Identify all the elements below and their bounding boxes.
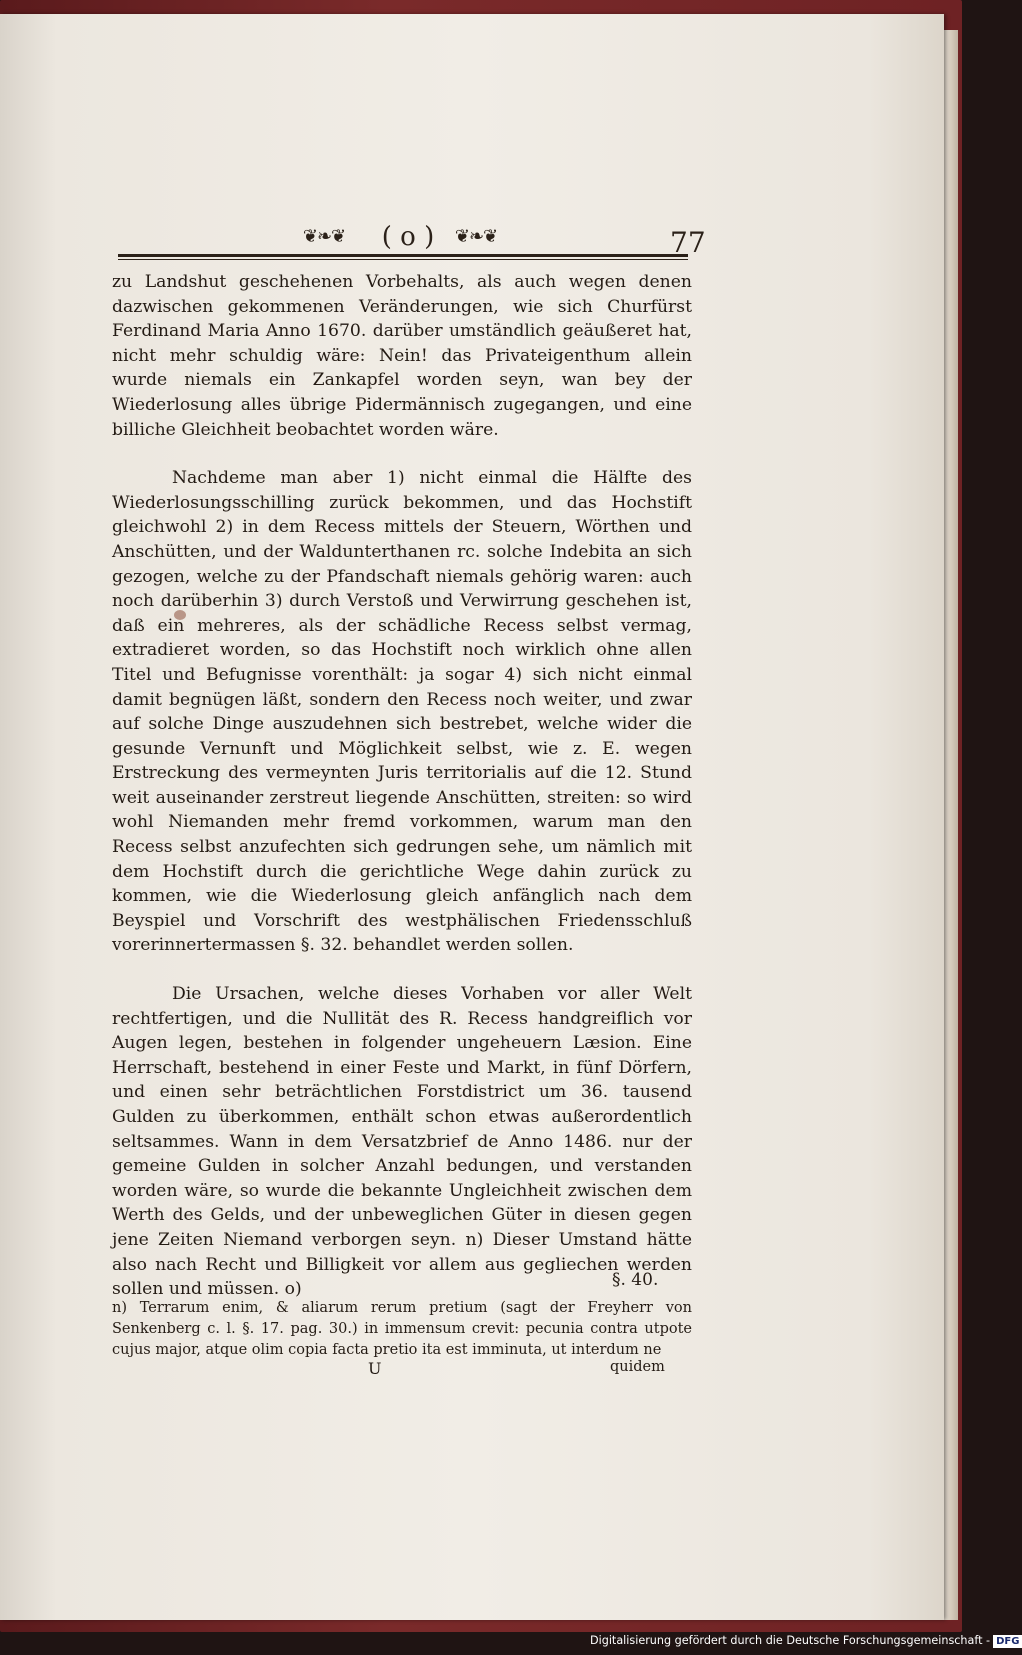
dfg-logo: DFG: [993, 1635, 1022, 1648]
ornament-right: ❦❧❦: [454, 226, 498, 247]
ornament-left: ❦❧❦: [302, 226, 346, 247]
credit-text: Digitalisierung gefördert durch die Deutsche Forschungsgemeinschaft -: [590, 1634, 991, 1647]
paragraph: Nachdeme man aber 1) nicht einmal die Hälfte des Wiederlosungsschilling zurück bekommen, und das Hochstift gleichwohl 2) in dem Recess mittels der Steuern, Wörthen und Anschütten, und der Waldunterthanen rc. solche Indebita an sich gezogen, welche zu der Pfandschaft niemals gehörig waren: auch noch darüberhin 3) durch Verstoß und Verwirrung geschehen ist, daß ein mehreres, als der schädliche Recess selbst vermag, extradieret worden, so das Hochstift noch wirklich ohne allen Titel und Befugnisse vorenthält: ja sogar 4) sich nicht einmal damit begnügen läßt, sondern den Recess noch weiter, und zwar auf solche Dinge auszudehnen sich bestrebet, welche wider die gesunde Vernunft und Möglichkeit selbst, wie z. E. wegen Erstreckung des vermeynten Juris territorialis auf die 12. Stund weit auseinander zerstreut liegende Anschütten, streiten: so wird wohl Niemanden mehr fremd vorkommen, warum man den Recess selbst anzufechten sich gedrungen sehe, um nämlich mit dem Hochstift durch die gerichtliche Wege dahin zurück zu kommen, wie die Wiederlosung gleich anfänglich nach dem Beyspiel und Vorschrift des westphälischen Friedensschluß vorerinnertermassen §. 32. behandlet werden sollen.: [112, 468, 692, 956]
section-mark: §. 40.: [612, 1270, 659, 1290]
header-rule-thin: [118, 259, 688, 260]
paragraph: zu Landshut geschehenen Vorbehalts, als auch wegen denen dazwischen gekommenen Veränderungen, wie sich Churfürst Ferdinand Maria Anno 1670. darüber umständlich geäußeret hat, nicht mehr schuldig wäre: Nein! das Privateigenthum allein wurde niemals ein Zankapfel worden seyn, wan bey der Wiederlosung alles übrige Pidermännisch zugegangen, und eine billiche Gleichheit beobachtet worden wäre.: [112, 272, 692, 440]
page-number: 77: [670, 226, 706, 259]
page-header: [118, 224, 698, 264]
header-rule: [118, 254, 688, 257]
digitization-credit: [590, 1634, 1020, 1648]
running-head: ( o ): [381, 222, 435, 252]
catchword: quidem: [610, 1359, 665, 1375]
paragraph: Die Ursachen, welche dieses Vorhaben vor aller Welt rechtfertigen, und die Nullität des R. Recess handgreiflich vor Augen legen, bestehen in folgender ungeheuern Læsion. Eine Herrschaft, bestehend in einer Feste und Markt, in fünf Dörfern, und einen sehr beträchtlichen Forstdistrict um 36. tausend Gulden zu überkommen, enthält schon etwas außerordentlich seltsammes. Wann in dem Versatzbrief de Anno 1486. nur der gemeine Gulden in solcher Anzahl bedungen, und verstanden worden wäre, so wurde die bekannte Ungleichheit zwischen dem Werth des Gelds, und der unbeweglichen Güter in diesen gegen jene Zeiten Niemand verborgen seyn. n) Dieser Umstand hätte also nach Recht und Billigkeit vor allem aus gegliechen werden sollen und müssen. o): [112, 984, 692, 1300]
body-text: [112, 270, 692, 1302]
footnote: n) Terrarum enim, & aliarum rerum pretium (sagt der Freyherr von Senkenberg c. l. §. 17. pag. 30.) in immensum crevit: pecunia contra utpote cujus major, atque olim copia facta pretio ita est imminuta, ut interdum ne: [112, 1300, 692, 1358]
signature-mark: U: [368, 1359, 382, 1378]
